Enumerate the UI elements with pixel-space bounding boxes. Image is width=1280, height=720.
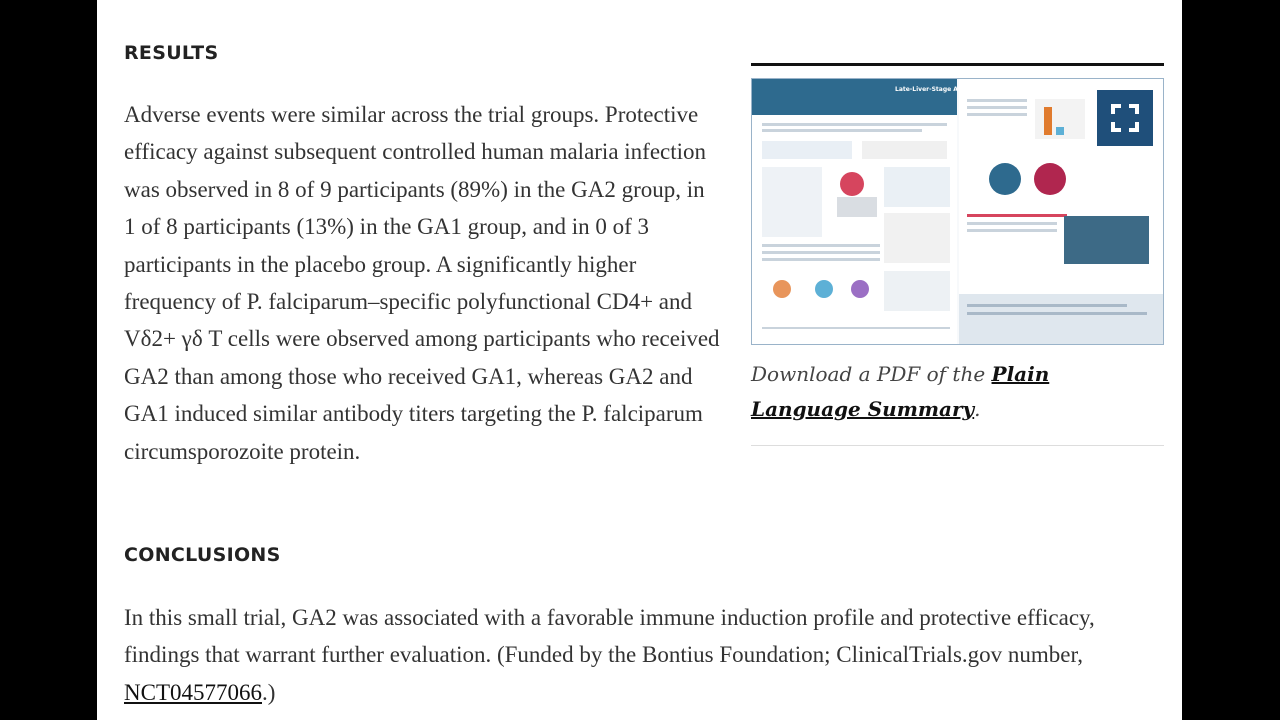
- clinical-trial-link[interactable]: NCT04577066: [124, 679, 262, 705]
- figure-divider: [751, 445, 1164, 446]
- thumbnail-title: Late-Liver-Stage Attenuated Malaria Vaccine: [895, 86, 1047, 93]
- plain-language-summary-link[interactable]: Plain Language Summary: [751, 362, 1050, 421]
- conclusions-heading: CONCLUSIONS: [124, 544, 281, 566]
- conclusions-section: [124, 599, 1164, 711]
- figure-top-rule: [751, 63, 1164, 66]
- expand-icon[interactable]: [1097, 90, 1153, 146]
- conclusions-text-main: In this small trial, GA2 was associated with a favorable immune induction profile and protective efficacy, findings that warrant further evaluation. (Funded by the Bontius Foundation; ClinicalTrials.gov number,: [124, 605, 1095, 668]
- figure-caption: [751, 357, 1164, 427]
- results-heading: RESULTS: [124, 42, 219, 64]
- expand-arrows-icon: [1110, 103, 1140, 133]
- article-page: [97, 0, 1182, 720]
- plain-language-summary-figure: [751, 63, 1164, 446]
- caption-suffix: .: [974, 397, 981, 421]
- caption-prefix: Download a PDF of the: [751, 362, 992, 386]
- results-text: Adverse events were similar across the trial groups. Protective efficacy against subsequent controlled human malaria infection was observed in 8 of 9 participants (89%) in the GA2 group, in 1 of 8 participants (13%) in the GA1 group, and in 0 of 3 participants in the placebo group. A significantly higher frequency of P. falciparum–specific polyfunctional CD4+ and Vδ2+ γδ T cells were observed among participants who received GA2 than among those who received GA1, whereas GA2 and GA1 induced similar antibody titers targeting the P. falciparum circumsporozoite protein.: [124, 102, 720, 464]
- summary-thumbnail[interactable]: [751, 78, 1164, 345]
- results-section: [124, 96, 1164, 470]
- conclusions-text: [124, 599, 1164, 711]
- conclusions-text-end: .): [262, 679, 276, 705]
